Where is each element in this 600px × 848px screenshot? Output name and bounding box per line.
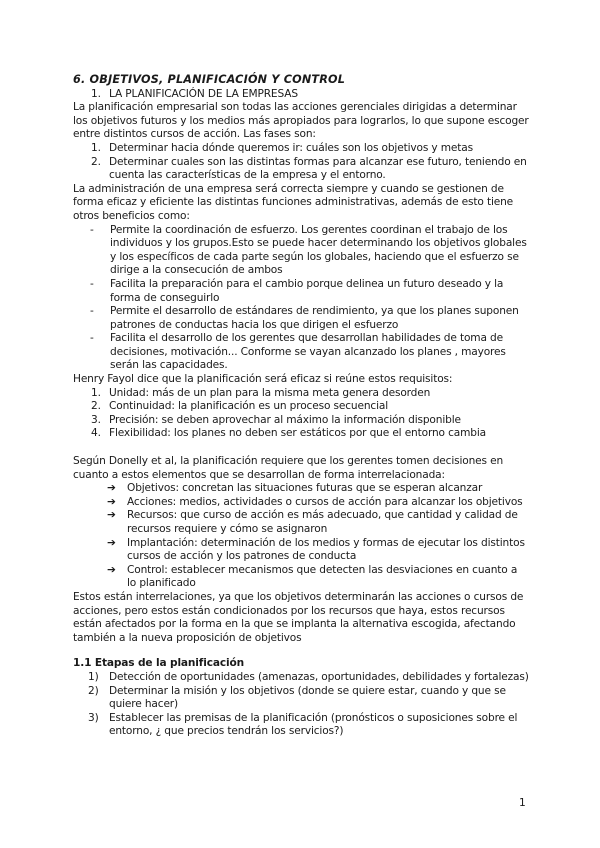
section-title: 6. OBJETIVOS, PLANIFICACIÓN Y CONTROL xyxy=(73,73,346,86)
benefits-list xyxy=(73,224,529,374)
list-marker: 2. xyxy=(91,400,101,413)
requirements-list xyxy=(73,387,529,441)
stages-heading: 1.1 Etapas de la planificación xyxy=(73,657,244,670)
list-item xyxy=(73,712,529,739)
list-marker: 4. xyxy=(91,427,101,440)
list-item xyxy=(73,305,529,332)
list-item-text: Facilita la preparación para el cambio porque delinea un futuro deseado y la forma de conseguirlo xyxy=(110,277,504,304)
relations-paragraph: Estos están interrelaciones, ya que los objetivos determinarán las acciones o cursos de acciones, pero estos están condicionados por los recursos que haya, estos recursos están afectados por la forma en la que se implanta la alternativa escogida, afectando también a la nueva proposición de objetivos xyxy=(73,590,524,644)
list-item xyxy=(73,142,529,156)
list-marker: 3) xyxy=(88,711,99,724)
list-marker: 2. xyxy=(91,155,101,168)
list-item-text: Determinar hacia dónde queremos ir: cuáles son los objetivos y metas xyxy=(109,141,474,154)
list-item-text: Permite la coordinación de esfuerzo. Los gerentes coordinan el trabajo de los individuos y los grupos.Esto se puede hacer determinando los objetivos globales y los específicos de cada parte según los globales, haciendo que el esfuerzo se dirige a la consecución de ambos xyxy=(110,223,527,277)
list-item xyxy=(73,387,529,401)
list-item-text: Establecer las premisas de la planificación (pronósticos o suposiciones sobre el entorno, ¿ que precios tendrán los servicios?) xyxy=(109,711,518,738)
dash-marker: - xyxy=(90,223,94,236)
list-item-text: Unidad: más de un plan para la misma meta genera desorden xyxy=(109,386,431,399)
list-item xyxy=(73,332,529,373)
list-item-text: Precisión: se deben aprovechar al máximo la información disponible xyxy=(109,413,461,426)
list-item xyxy=(73,156,529,183)
list-item-text: Continuidad: la planificación es un proceso secuencial xyxy=(109,400,389,413)
list-marker: 1. xyxy=(91,141,101,154)
dash-marker: - xyxy=(90,332,94,345)
arrow-icon: ➔ xyxy=(107,482,116,495)
arrow-icon: ➔ xyxy=(107,495,116,508)
paragraph-spacer xyxy=(73,441,529,455)
subsection-heading xyxy=(73,88,529,102)
paragraph-spacer xyxy=(73,645,529,657)
list-item xyxy=(73,400,529,414)
list-item-text: Implantación: determinación de los medios y formas de ejecutar los distintos cursos de acción y los patrones de conducta xyxy=(127,536,525,563)
dash-marker: - xyxy=(90,277,94,290)
list-item xyxy=(73,671,529,685)
list-item-text: Control: establecer mecanismos que detecten las desviaciones en cuanto a lo planificado xyxy=(127,563,518,590)
list-item xyxy=(73,685,529,712)
arrow-icon: ➔ xyxy=(107,536,116,549)
elements-list xyxy=(73,482,529,591)
subsection-marker: 1. xyxy=(91,87,101,100)
dash-marker: - xyxy=(90,305,94,318)
list-item-text: Objetivos: concretan las situaciones futuras que se esperan alcanzar xyxy=(127,482,483,495)
arrow-icon: ➔ xyxy=(107,563,116,576)
list-marker: 1) xyxy=(88,670,99,683)
list-marker: 2) xyxy=(88,684,99,697)
stages-list xyxy=(73,671,529,739)
list-marker: 3. xyxy=(91,413,101,426)
list-item-text: Determinar cuales son las distintas formas para alcanzar ese futuro, teniendo en cuenta las características de la empresa y el entorno. xyxy=(109,155,527,182)
list-item xyxy=(73,482,529,496)
list-item-text: Detección de oportunidades (amenazas, oportunidades, debilidades y fortalezas) xyxy=(109,670,529,683)
list-item xyxy=(73,496,529,510)
arrow-icon: ➔ xyxy=(107,509,116,522)
list-item xyxy=(73,414,529,428)
list-item xyxy=(73,509,529,536)
fayol-paragraph: Henry Fayol dice que la planificación será eficaz si reúne estos requisitos: xyxy=(73,373,453,386)
list-item xyxy=(73,224,529,278)
list-item xyxy=(73,537,529,564)
admin-paragraph: La administración de una empresa será correcta siempre y cuando se gestionen de forma eficaz y eficiente las distintas funciones administrativas, además de esto tiene otros beneficios como: xyxy=(73,182,514,222)
list-item xyxy=(73,564,529,591)
list-item xyxy=(73,278,529,305)
list-item-text: Acciones: medios, actividades o cursos de acción para alcanzar los objetivos xyxy=(127,495,523,508)
list-item-text: Determinar la misión y los objetivos (donde se quiere estar, cuando y que se quiere hacer) xyxy=(109,684,506,711)
list-item-text: Recursos: que curso de acción es más adecuado, que cantidad y calidad de recursos requiere y cómo se asignaron xyxy=(127,509,518,535)
page-content xyxy=(73,73,529,739)
list-marker: 1. xyxy=(91,386,101,399)
list-item-text: Permite el desarrollo de estándares de rendimiento, ya que los planes suponen patrones de conductas hacia los que dirigen el esfuerzo xyxy=(110,305,519,331)
subsection-label: LA PLANIFICACIÓN DE LA EMPRESAS xyxy=(109,87,298,100)
list-item-text: Facilita el desarrollo de los gerentes que desarrollan habilidades de toma de decisiones, motivación... Conforme se vayan alcanzado los planes , mayores serán las capacidades. xyxy=(110,332,506,372)
phases-list xyxy=(73,142,529,183)
list-item-text: Flexibilidad: los planes no deben ser estáticos por que el entorno cambia xyxy=(109,427,486,440)
intro-paragraph: La planificación empresarial son todas las acciones gerenciales dirigidas a determinar los objetivos futuros y los medios más apropiados para lograrlos, lo que supone escoger entre distintos cursos de acción. Las fases son: xyxy=(73,101,529,141)
donelly-paragraph: Según Donelly et al, la planificación requiere que los gerentes tomen decisiones en cuanto a estos elementos que se desarrollan de forma interrelacionada: xyxy=(73,455,504,481)
list-item xyxy=(73,427,529,441)
page-number: 1 xyxy=(519,797,526,809)
